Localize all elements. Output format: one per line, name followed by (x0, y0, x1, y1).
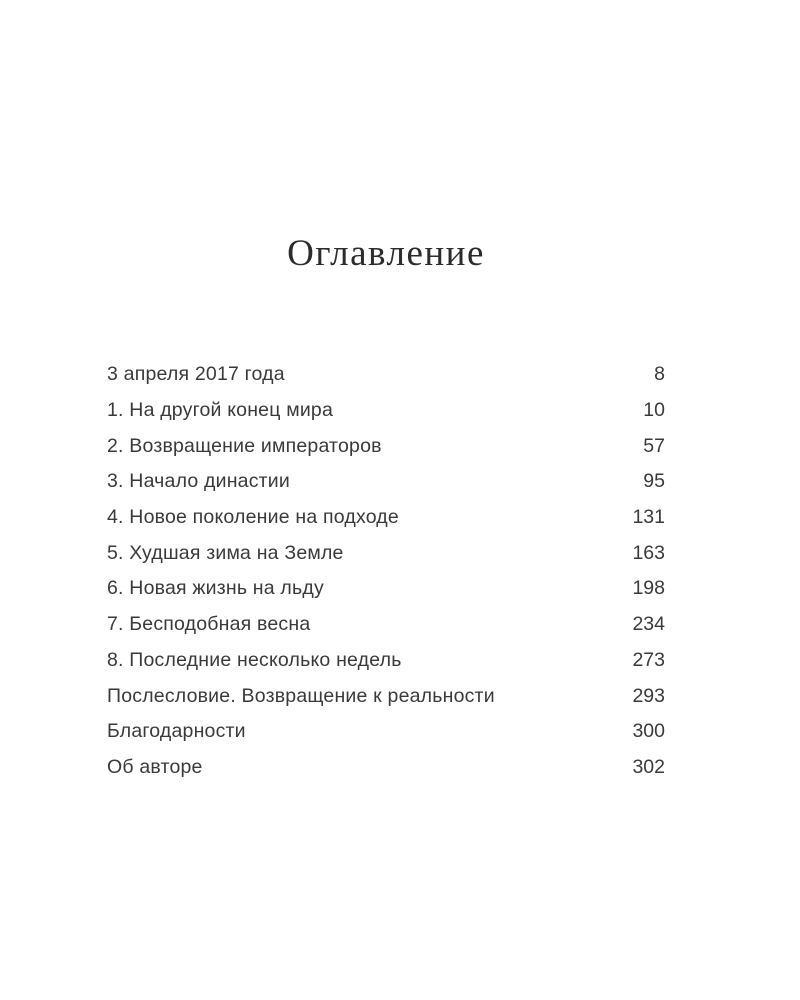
toc-entry[interactable] (107, 678, 665, 714)
toc-entry-page: 95 (643, 470, 665, 493)
toc-entry-page: 273 (632, 648, 665, 671)
toc-entry-label: 4. Новое поколение на подходе (107, 506, 399, 529)
toc-entry[interactable] (107, 750, 665, 786)
toc-entry-page: 300 (632, 720, 665, 743)
toc-entry[interactable] (107, 464, 665, 500)
toc-entry[interactable] (107, 428, 665, 464)
toc-entry[interactable] (107, 714, 665, 750)
toc-entry-page: 163 (632, 541, 665, 564)
toc-entry-label: 1. На другой конец мира (107, 399, 334, 422)
page-title: Оглавление (287, 233, 485, 274)
toc-entry-page: 302 (632, 755, 665, 778)
toc-entry-page: 131 (632, 506, 665, 529)
toc-entry-label: 8. Последние несколько недель (107, 648, 402, 671)
toc-entry[interactable] (107, 357, 665, 393)
toc-entry-label: 6. Новая жизнь на льду (107, 577, 324, 600)
toc-entry-label: 7. Бесподобная весна (107, 613, 311, 636)
toc-entry[interactable] (107, 571, 665, 607)
toc-entry-label: Благодарности (107, 720, 246, 743)
toc-entry-page: 293 (632, 684, 665, 707)
toc-entry[interactable] (107, 535, 665, 571)
toc-entry-page: 8 (654, 363, 665, 386)
toc-entry-page: 234 (632, 613, 665, 636)
toc-entry-page: 198 (632, 577, 665, 600)
toc-entry-label: 2. Возвращение императоров (107, 434, 382, 457)
toc-entry[interactable] (107, 500, 665, 536)
toc-entry-label: 3. Начало династии (107, 470, 290, 493)
toc-entry-label: 3 апреля 2017 года (107, 363, 285, 386)
toc-entry-label: Об авторе (107, 755, 203, 778)
toc-entry-page: 10 (643, 399, 665, 422)
toc-entry-label: 5. Худшая зима на Земле (107, 541, 344, 564)
toc-entry-label: Послесловие. Возвращение к реальности (107, 684, 495, 707)
toc-entry[interactable] (107, 607, 665, 643)
toc-entry[interactable] (107, 643, 665, 679)
toc-entry-page: 57 (643, 434, 665, 457)
toc-list (107, 357, 665, 785)
toc-entry[interactable] (107, 393, 665, 429)
